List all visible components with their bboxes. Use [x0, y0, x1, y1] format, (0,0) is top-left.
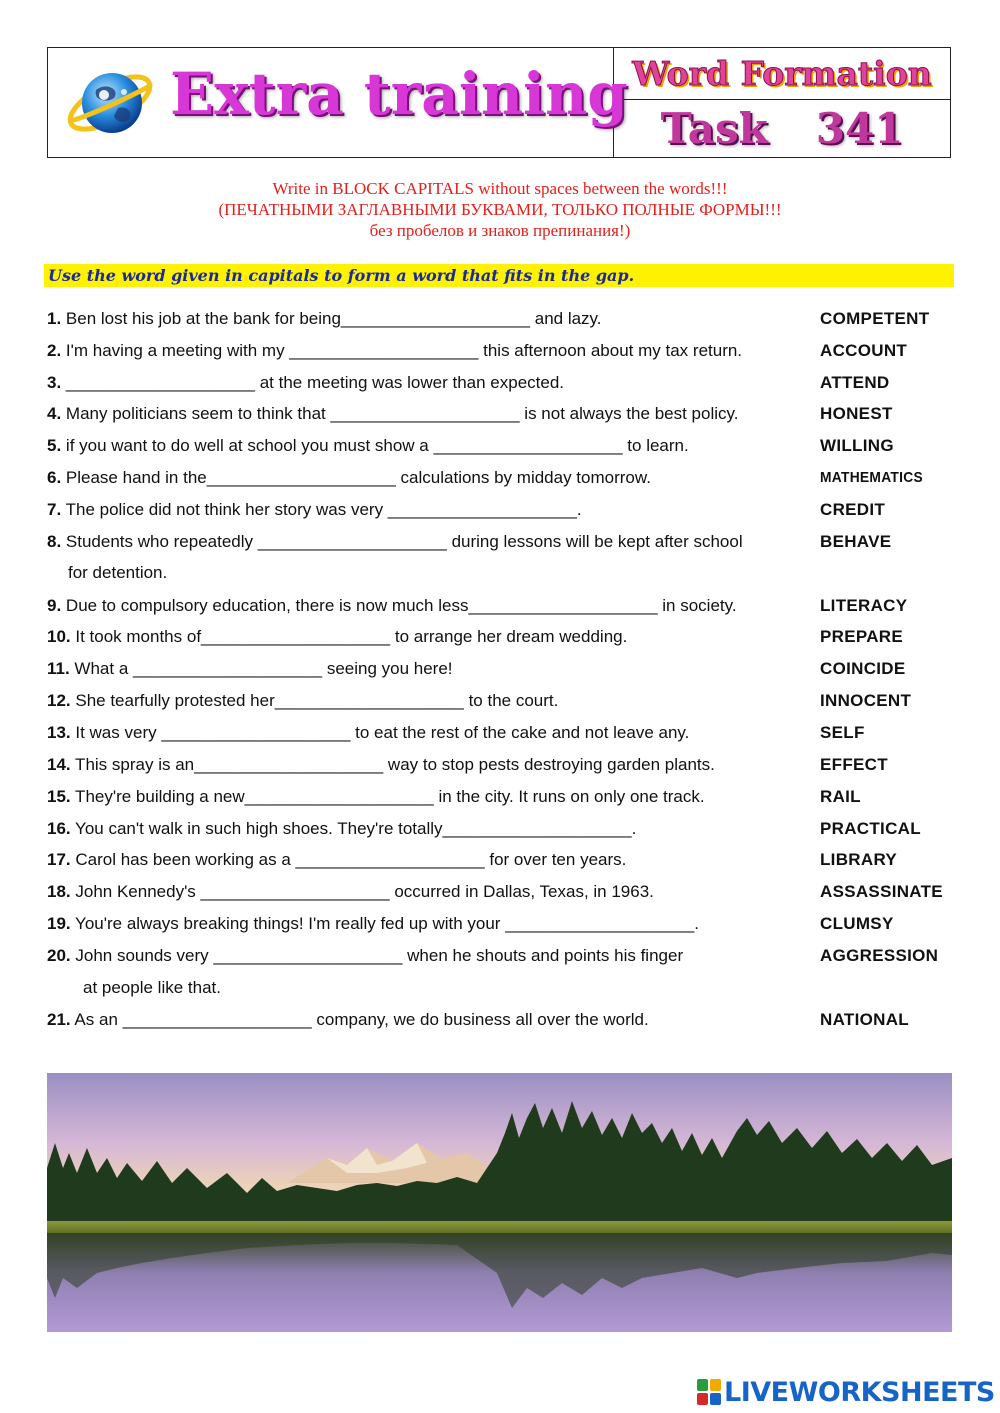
- question-text[interactable]: Due to compulsory education, there is now much less____________________ in society.: [61, 596, 737, 615]
- keyword: RAIL: [820, 787, 861, 806]
- question-number: 5.: [47, 436, 62, 455]
- task-number: 341: [815, 104, 904, 153]
- keyword: HONEST: [820, 404, 893, 423]
- question-number: 6.: [47, 468, 62, 487]
- question-text[interactable]: I'm having a meeting with my ____________________ this afternoon about my tax return.: [61, 341, 743, 360]
- liveworksheets-icon: [697, 1379, 721, 1405]
- question-row: [47, 719, 957, 747]
- question-number: 4.: [47, 404, 62, 423]
- question-continuation: at people like that.: [83, 978, 221, 997]
- question-text[interactable]: Ben lost his job at the bank for being____________________ and lazy.: [61, 309, 602, 328]
- question-number: 7.: [47, 500, 62, 519]
- worksheet-header: [47, 47, 951, 158]
- lake-forest-photo: [47, 1073, 952, 1332]
- task-cell: [614, 100, 950, 157]
- task-label: Task: [660, 104, 768, 153]
- question-number: 9.: [47, 596, 62, 615]
- keyword: PREPARE: [820, 627, 904, 646]
- question-number: 2.: [47, 341, 62, 360]
- question-row: [47, 496, 957, 524]
- question-text[interactable]: ____________________ at the meeting was lower than expected.: [61, 373, 565, 392]
- keyword: COINCIDE: [820, 659, 906, 678]
- question-row: [47, 846, 957, 874]
- question-number: 13.: [47, 723, 71, 742]
- question-text[interactable]: It took months of____________________ to arrange her dream wedding.: [70, 627, 628, 646]
- question-row: [47, 400, 957, 428]
- keyword: LIBRARY: [820, 850, 898, 869]
- question-row: [47, 623, 957, 651]
- question-number: 8.: [47, 532, 62, 551]
- question-number: 11.: [47, 659, 70, 678]
- question-number: 12.: [47, 691, 71, 710]
- globe-icon: [62, 62, 158, 144]
- question-row: [47, 910, 957, 938]
- question-row: [47, 592, 957, 620]
- question-text[interactable]: Students who repeatedly ____________________ during lessons will be kept after school: [61, 532, 743, 551]
- question-row: [47, 783, 957, 811]
- question-text[interactable]: What a ____________________ seeing you here!: [69, 659, 453, 678]
- question-number: 15.: [47, 787, 71, 806]
- question-continuation: for detention.: [68, 563, 168, 582]
- question-row: [47, 1006, 957, 1034]
- question-number: 10.: [47, 627, 71, 646]
- question-row: [47, 337, 957, 365]
- question-number: 16.: [47, 819, 71, 838]
- question-number: 1.: [47, 309, 62, 328]
- question-text[interactable]: You're always breaking things! I'm really fed up with your ____________________.: [70, 914, 700, 933]
- question-row: [47, 305, 957, 333]
- question-row: [47, 878, 957, 906]
- question-text[interactable]: Please hand in the____________________ calculations by midday tomorrow.: [61, 468, 651, 487]
- question-number: 17.: [47, 850, 71, 869]
- question-number: 3.: [47, 373, 62, 392]
- keyword: EFFECT: [820, 755, 888, 774]
- keyword: AGGRESSION: [820, 946, 939, 965]
- question-text[interactable]: The police did not think her story was very ____________________.: [61, 500, 582, 519]
- keyword: BEHAVE: [820, 532, 892, 551]
- keyword: WILLING: [820, 436, 894, 455]
- question-text[interactable]: Many politicians seem to think that ____________________ is not always the best policy.: [61, 404, 739, 423]
- question-number: 19.: [47, 914, 71, 933]
- question-text[interactable]: They're building a new____________________ in the city. It runs on only one track.: [70, 787, 705, 806]
- question-row: [47, 432, 957, 460]
- question-text[interactable]: You can't walk in such high shoes. They're totally____________________.: [70, 819, 637, 838]
- header-task-cell: [614, 48, 950, 157]
- keyword: ACCOUNT: [820, 341, 908, 360]
- keyword: ATTEND: [820, 373, 890, 392]
- question-row: [47, 369, 957, 397]
- keyword: COMPETENT: [820, 309, 930, 328]
- question-number: 20.: [47, 946, 71, 965]
- section-cell: [614, 48, 950, 100]
- question-text[interactable]: It was very ____________________ to eat the rest of the cake and not leave any.: [70, 723, 690, 742]
- keyword: CLUMSY: [820, 914, 894, 933]
- question-text[interactable]: John Kennedy's ____________________ occurred in Dallas, Texas, in 1963.: [70, 882, 654, 901]
- brand-name: LIVEWORKSHEETS: [724, 1376, 995, 1408]
- liveworksheets-logo[interactable]: [697, 1376, 995, 1408]
- question-row: [47, 687, 957, 715]
- instructions-block: [0, 178, 1000, 241]
- keyword: MATHEMATICS: [820, 469, 923, 486]
- header-title-cell: [48, 48, 628, 157]
- worksheet-title: Extra training: [170, 60, 628, 128]
- task-instruction: Use the word given in capitals to form a word that fits in the gap.: [44, 264, 954, 287]
- question-text[interactable]: As an ____________________ company, we do business all over the world.: [70, 1010, 649, 1029]
- keyword: PRACTICAL: [820, 819, 921, 838]
- keyword: ASSASSINATE: [820, 882, 943, 901]
- question-row: [47, 528, 957, 556]
- keyword: LITERACY: [820, 596, 908, 615]
- question-text[interactable]: if you want to do well at school you must show a ____________________ to learn.: [61, 436, 689, 455]
- instruction-line-2: (ПЕЧАТНЫМИ ЗАГЛАВНЫМИ БУКВАМИ, ТОЛЬКО ПОЛНЫЕ ФОРМЫ!!!: [218, 200, 782, 219]
- question-row: [47, 464, 957, 492]
- question-text[interactable]: She tearfully protested her____________________ to the court.: [70, 691, 559, 710]
- question-row: [47, 942, 957, 970]
- keyword: NATIONAL: [820, 1010, 909, 1029]
- section-title: Word Formation: [632, 54, 932, 93]
- instruction-line-1: Write in BLOCK CAPITALS without spaces between the words!!!: [272, 179, 728, 198]
- question-number: 18.: [47, 882, 71, 901]
- question-row: [47, 751, 957, 779]
- instruction-line-3: без пробелов и знаков препинания!): [369, 221, 631, 240]
- question-number: 14.: [47, 755, 71, 774]
- keyword: SELF: [820, 723, 865, 742]
- question-text[interactable]: John sounds very ____________________ when he shouts and points his finger: [70, 946, 684, 965]
- question-row: [47, 815, 957, 843]
- question-row: [47, 655, 957, 683]
- question-text[interactable]: This spray is an____________________ way to stop pests destroying garden plants.: [70, 755, 715, 774]
- keyword: INNOCENT: [820, 691, 912, 710]
- keyword: CREDIT: [820, 500, 886, 519]
- question-number: 21.: [47, 1010, 71, 1029]
- question-text[interactable]: Carol has been working as a ____________________ for over ten years.: [70, 850, 627, 869]
